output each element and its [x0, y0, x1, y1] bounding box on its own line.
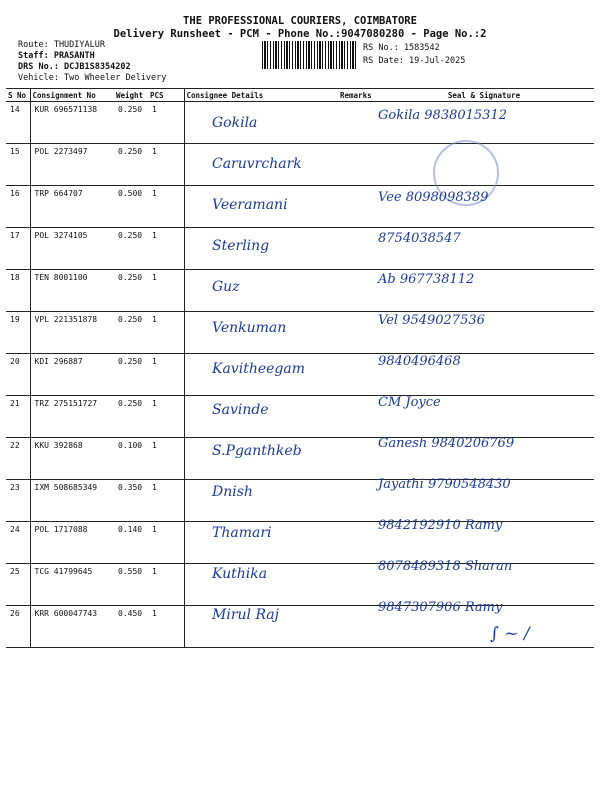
row-remarks-cell	[338, 480, 374, 522]
handwritten-signature: CM Joyce	[378, 395, 441, 410]
row-sno: 14	[6, 102, 30, 144]
table-row	[6, 312, 594, 354]
row-sno: 18	[6, 270, 30, 312]
table-row	[6, 522, 594, 564]
handwritten-signature: Ab 967738112	[378, 272, 475, 287]
handwritten-consignee-name: Kavitheegam	[212, 361, 305, 377]
row-consignment: TRP 664707	[30, 186, 114, 228]
rs-number: RS No.: 1583542	[363, 43, 440, 53]
row-consignee-cell	[184, 102, 338, 144]
rs-date: RS Date: 19-Jul-2025	[363, 56, 466, 66]
row-remarks-cell	[338, 312, 374, 354]
row-remarks-cell	[338, 228, 374, 270]
row-pcs: 1	[148, 144, 184, 186]
col-pcs: PCS	[148, 89, 184, 102]
row-consignment: KUR 696571138	[30, 102, 114, 144]
handwritten-signature: Vee 8098098389	[378, 190, 489, 205]
row-weight: 0.350	[114, 480, 148, 522]
row-sno: 23	[6, 480, 30, 522]
row-pcs: 1	[148, 606, 184, 648]
row-remarks-cell	[338, 522, 374, 564]
row-consignment: TCG 41799645	[30, 564, 114, 606]
row-consignment: KDI 296887	[30, 354, 114, 396]
handwritten-signature: Ganesh 9840206769	[378, 436, 515, 451]
row-consignment: POL 2273497	[30, 144, 114, 186]
handwritten-consignee-name: Sterling	[212, 238, 270, 254]
row-pcs: 1	[148, 396, 184, 438]
row-remarks-cell	[338, 396, 374, 438]
handwritten-consignee-name: Venkuman	[212, 320, 287, 336]
row-weight: 0.100	[114, 438, 148, 480]
row-pcs: 1	[148, 228, 184, 270]
table-row	[6, 186, 594, 228]
handwritten-signature: Jayathi 9790548430	[378, 477, 511, 492]
handwritten-consignee-name: Guz	[212, 279, 240, 295]
row-weight: 0.250	[114, 354, 148, 396]
handwritten-signature: 8078489318 Sharan	[378, 559, 513, 574]
row-weight: 0.250	[114, 102, 148, 144]
row-sno: 24	[6, 522, 30, 564]
row-remarks-cell	[338, 102, 374, 144]
row-sno: 22	[6, 438, 30, 480]
drs-label: DRS No.: DCJB1S8354202	[18, 62, 131, 72]
col-remarks: Remarks	[338, 89, 374, 102]
row-pcs: 1	[148, 480, 184, 522]
row-weight: 0.550	[114, 564, 148, 606]
col-consignment: Consignment No	[30, 89, 114, 102]
company-title: THE PROFESSIONAL COURIERS, COIMBATORE	[183, 15, 417, 27]
row-sno: 17	[6, 228, 30, 270]
row-pcs: 1	[148, 438, 184, 480]
row-consignment: KKU 392868	[30, 438, 114, 480]
row-remarks-cell	[338, 564, 374, 606]
row-pcs: 1	[148, 354, 184, 396]
col-signature: Seal & Signature	[374, 89, 594, 102]
col-consignee: Consignee Details	[184, 89, 338, 102]
row-sno: 15	[6, 144, 30, 186]
handwritten-consignee-name: Thamari	[212, 525, 272, 541]
row-sno: 20	[6, 354, 30, 396]
row-pcs: 1	[148, 186, 184, 228]
handwritten-consignee-name: Dnish	[212, 484, 253, 500]
extra-signature-scribble: ∫ ~ /	[490, 624, 530, 644]
row-sno: 25	[6, 564, 30, 606]
row-weight: 0.250	[114, 270, 148, 312]
handwritten-signature: 8754038547	[378, 231, 461, 246]
row-weight: 0.250	[114, 144, 148, 186]
row-sno: 16	[6, 186, 30, 228]
row-remarks-cell	[338, 144, 374, 186]
row-pcs: 1	[148, 102, 184, 144]
table-row	[6, 270, 594, 312]
row-pcs: 1	[148, 312, 184, 354]
row-weight: 0.450	[114, 606, 148, 648]
table-header-row	[6, 89, 594, 102]
runsheet-subtitle: Delivery Runsheet - PCM - Phone No.:9047080280 - Page No.:2	[113, 28, 487, 40]
row-pcs: 1	[148, 270, 184, 312]
row-weight: 0.140	[114, 522, 148, 564]
row-remarks-cell	[338, 186, 374, 228]
handwritten-signature: Vel 9549027536	[378, 313, 485, 328]
row-consignee-cell	[184, 270, 338, 312]
row-remarks-cell	[338, 438, 374, 480]
handwritten-consignee-name: Savinde	[212, 402, 269, 418]
row-remarks-cell	[338, 270, 374, 312]
handwritten-consignee-name: Caruvrchark	[212, 156, 302, 172]
handwritten-consignee-name: Veeramani	[212, 197, 288, 213]
handwritten-consignee-name: Gokila	[212, 115, 258, 131]
handwritten-signature: 9847307906 Ramy	[378, 600, 503, 615]
route-label: Route: THUDIYALUR	[18, 40, 105, 50]
row-weight: 0.250	[114, 312, 148, 354]
handwritten-signature: Gokila 9838015312	[378, 108, 507, 123]
row-consignment: KRR 600047743	[30, 606, 114, 648]
row-weight: 0.500	[114, 186, 148, 228]
col-sno: S No	[6, 89, 30, 102]
row-sno: 26	[6, 606, 30, 648]
handwritten-signature: 9842192910 Ramy	[378, 518, 503, 533]
handwritten-consignee-name: S.Pganthkeb	[212, 443, 302, 459]
barcode-image	[262, 41, 356, 69]
handwritten-consignee-name: Mirul Raj	[212, 607, 279, 623]
row-consignment: TRZ 275151727	[30, 396, 114, 438]
row-sno: 21	[6, 396, 30, 438]
row-consignment: POL 3274105	[30, 228, 114, 270]
row-consignment: VPL 221351878	[30, 312, 114, 354]
row-remarks-cell	[338, 354, 374, 396]
row-consignment: TEN 8001100	[30, 270, 114, 312]
row-weight: 0.250	[114, 228, 148, 270]
row-consignment: POL 1717088	[30, 522, 114, 564]
handwritten-signature: 9840496468	[378, 354, 461, 369]
row-consignment: IXM 508685349	[30, 480, 114, 522]
row-pcs: 1	[148, 564, 184, 606]
row-weight: 0.250	[114, 396, 148, 438]
row-sno: 19	[6, 312, 30, 354]
table-row	[6, 396, 594, 438]
row-consignee-cell	[184, 480, 338, 522]
handwritten-consignee-name: Kuthika	[212, 566, 268, 582]
vehicle-label: Vehicle: Two Wheeler Delivery	[18, 73, 167, 83]
row-remarks-cell	[338, 606, 374, 648]
staff-label: Staff: PRASANTH	[18, 51, 95, 61]
table-row	[6, 228, 594, 270]
col-weight: Weight	[114, 89, 148, 102]
row-pcs: 1	[148, 522, 184, 564]
